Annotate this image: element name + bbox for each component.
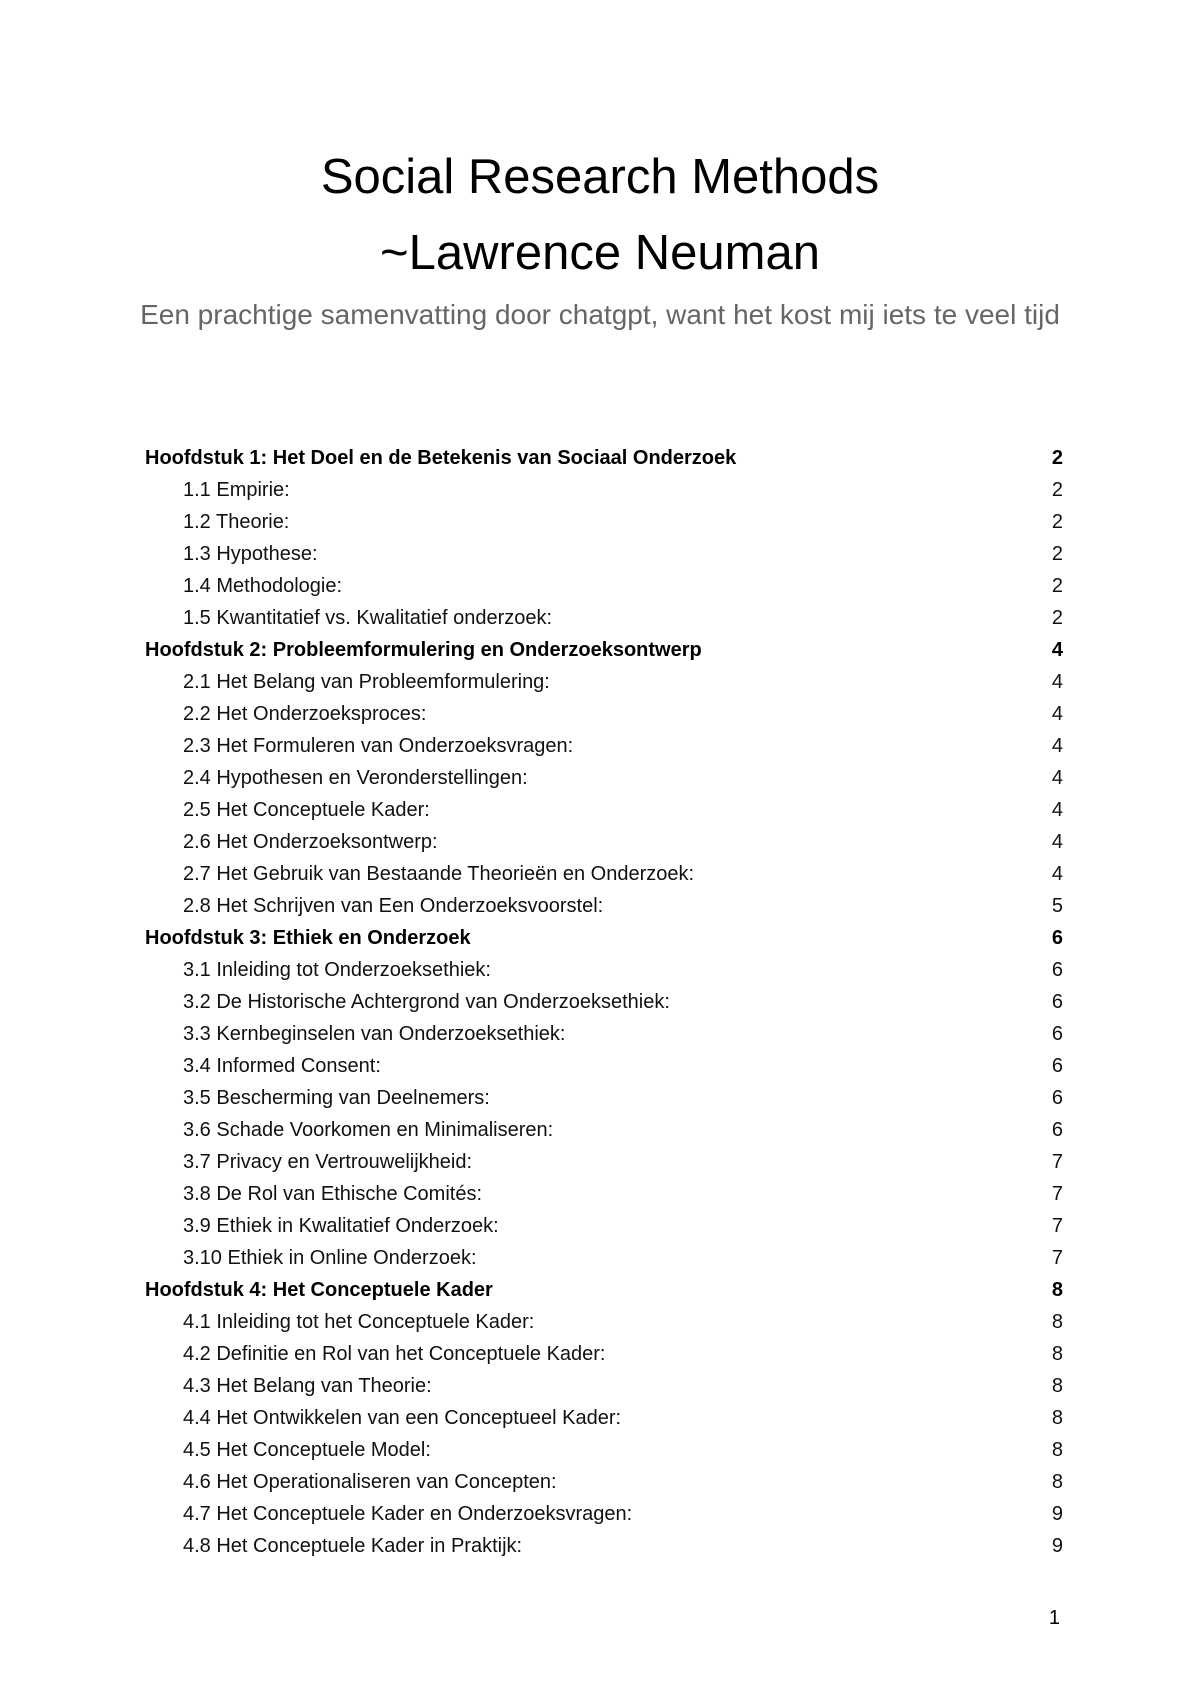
toc-section-entry[interactable]	[145, 986, 1063, 1018]
toc-section-entry[interactable]	[145, 698, 1063, 730]
document-title: Social Research Methods	[320, 150, 880, 204]
toc-chapter-entry[interactable]	[145, 442, 1063, 474]
toc-entry-label[interactable]: 2.8 Het Schrijven van Een Onderzoeksvoorstel:	[183, 895, 604, 917]
toc-entry-label[interactable]: 3.3 Kernbeginselen van Onderzoeksethiek:	[183, 1023, 566, 1045]
toc-entry-page[interactable]: 7	[1051, 1215, 1063, 1237]
toc-section-entry[interactable]	[145, 1146, 1063, 1178]
toc-chapter-entry[interactable]	[145, 1274, 1063, 1306]
toc-entry-page[interactable]: 6	[1051, 1087, 1063, 1109]
toc-entry-label[interactable]: 4.1 Inleiding tot het Conceptuele Kader:	[183, 1311, 535, 1333]
toc-entry-page[interactable]: 2	[1051, 575, 1063, 597]
toc-entry-page[interactable]: 7	[1051, 1183, 1063, 1205]
toc-entry-label[interactable]: 4.7 Het Conceptuele Kader en Onderzoeksvragen:	[183, 1503, 633, 1525]
toc-section-entry[interactable]	[145, 1242, 1063, 1274]
toc-entry-label[interactable]: 3.4 Informed Consent:	[183, 1055, 381, 1077]
toc-entry-page[interactable]: 2	[1051, 511, 1063, 533]
toc-entry-label[interactable]: 4.4 Het Ontwikkelen van een Conceptueel Kader:	[183, 1407, 622, 1429]
toc-entry-label[interactable]: 2.1 Het Belang van Probleemformulering:	[183, 671, 550, 693]
toc-entry-page[interactable]: 6	[1051, 927, 1063, 949]
toc-section-entry[interactable]	[145, 1402, 1063, 1434]
toc-entry-page[interactable]: 7	[1051, 1151, 1063, 1173]
toc-section-entry[interactable]	[145, 730, 1063, 762]
toc-section-entry[interactable]	[145, 1338, 1063, 1370]
document-author: ~Lawrence Neuman	[380, 226, 820, 280]
toc-section-entry[interactable]	[145, 1178, 1063, 1210]
toc-section-entry[interactable]	[145, 858, 1063, 890]
toc-entry-page[interactable]: 2	[1051, 447, 1063, 469]
toc-entry-page[interactable]: 8	[1051, 1439, 1063, 1461]
toc-entry-label[interactable]: 2.6 Het Onderzoeksontwerp:	[183, 831, 438, 853]
toc-entry-page[interactable]: 4	[1051, 671, 1063, 693]
toc-section-entry[interactable]	[145, 890, 1063, 922]
toc-section-entry[interactable]	[145, 1018, 1063, 1050]
toc-section-entry[interactable]	[145, 1530, 1063, 1562]
toc-entry-label[interactable]: 3.10 Ethiek in Online Onderzoek:	[183, 1247, 477, 1269]
toc-entry-label[interactable]: 3.8 De Rol van Ethische Comités:	[183, 1183, 483, 1205]
toc-entry-page[interactable]: 8	[1051, 1279, 1063, 1301]
toc-section-entry[interactable]	[145, 1466, 1063, 1498]
toc-entry-page[interactable]: 2	[1051, 479, 1063, 501]
toc-entry-page[interactable]: 6	[1051, 959, 1063, 981]
toc-entry-page[interactable]: 8	[1051, 1471, 1063, 1493]
toc-entry-label[interactable]: 1.5 Kwantitatief vs. Kwalitatief onderzoek:	[183, 607, 553, 629]
toc-section-entry[interactable]	[145, 794, 1063, 826]
toc-section-entry[interactable]	[145, 1498, 1063, 1530]
toc-entry-page[interactable]: 2	[1051, 607, 1063, 629]
document-subtitle: Een prachtige samenvatting door chatgpt, want het kost mij iets te veel tijd	[140, 299, 1060, 330]
toc-entry-label[interactable]: 1.1 Empirie:	[183, 479, 290, 501]
toc-entry-page[interactable]: 6	[1051, 1119, 1063, 1141]
toc-entry-page[interactable]: 6	[1051, 991, 1063, 1013]
toc-entry-label[interactable]: 4.6 Het Operationaliseren van Concepten:	[183, 1471, 557, 1493]
toc-entry-page[interactable]: 9	[1051, 1535, 1063, 1557]
toc-entry-page[interactable]: 8	[1051, 1343, 1063, 1365]
toc-section-entry[interactable]	[145, 1210, 1063, 1242]
toc-entry-label[interactable]: 3.2 De Historische Achtergrond van Onderzoeksethiek:	[183, 991, 670, 1013]
toc-section-entry[interactable]	[145, 826, 1063, 858]
toc-entry-label[interactable]: 3.7 Privacy en Vertrouwelijkheid:	[183, 1151, 473, 1173]
toc-entry-label[interactable]: 4.2 Definitie en Rol van het Conceptuele Kader:	[183, 1343, 606, 1365]
toc-entry-label[interactable]: 1.3 Hypothese:	[183, 543, 318, 565]
toc-entry-label[interactable]: Hoofdstuk 2: Probleemformulering en Onderzoeksontwerp	[145, 639, 702, 661]
toc-entry-page[interactable]: 8	[1051, 1407, 1063, 1429]
toc-entry-page[interactable]: 8	[1051, 1311, 1063, 1333]
toc-entry-label[interactable]: 4.3 Het Belang van Theorie:	[183, 1375, 432, 1397]
toc-entry-page[interactable]: 9	[1051, 1503, 1063, 1525]
toc-entry-label[interactable]: 4.8 Het Conceptuele Kader in Praktijk:	[183, 1535, 523, 1557]
toc-section-entry[interactable]	[145, 538, 1063, 570]
toc-entry-page[interactable]: 8	[1051, 1375, 1063, 1397]
toc-entry-page[interactable]: 4	[1051, 735, 1063, 757]
toc-section-entry[interactable]	[145, 1370, 1063, 1402]
toc-entry-page[interactable]: 4	[1051, 799, 1063, 821]
toc-entry-page[interactable]: 2	[1051, 543, 1063, 565]
toc-section-entry[interactable]	[145, 1082, 1063, 1114]
toc-entry-label[interactable]: Hoofdstuk 1: Het Doel en de Betekenis van Sociaal Onderzoek	[145, 447, 737, 469]
toc-entry-page[interactable]: 4	[1051, 703, 1063, 725]
toc-entry-label[interactable]: 1.2 Theorie:	[183, 511, 290, 533]
toc-entry-label[interactable]: 3.1 Inleiding tot Onderzoeksethiek:	[183, 959, 491, 981]
toc-entry-page[interactable]: 6	[1051, 1023, 1063, 1045]
toc-entry-label[interactable]: 2.5 Het Conceptuele Kader:	[183, 799, 430, 821]
toc-entry-page[interactable]: 4	[1051, 639, 1063, 661]
toc-entry-page[interactable]: 4	[1051, 767, 1063, 789]
toc-entry-page[interactable]: 6	[1051, 1055, 1063, 1077]
toc-entry-label[interactable]: 3.9 Ethiek in Kwalitatief Onderzoek:	[183, 1215, 499, 1237]
toc-entry-label[interactable]: 2.2 Het Onderzoeksproces:	[183, 703, 427, 725]
toc-entry-label[interactable]: 3.5 Bescherming van Deelnemers:	[183, 1087, 490, 1109]
toc-section-entry[interactable]	[145, 474, 1063, 506]
toc-section-entry[interactable]	[145, 1306, 1063, 1338]
toc-entry-page[interactable]: 5	[1051, 895, 1063, 917]
toc-entry-page[interactable]: 4	[1051, 863, 1063, 885]
table-of-contents	[145, 442, 1063, 1562]
toc-section-entry[interactable]	[145, 506, 1063, 538]
toc-entry-label[interactable]: 3.6 Schade Voorkomen en Minimaliseren:	[183, 1119, 554, 1141]
toc-entry-page[interactable]: 4	[1051, 831, 1063, 853]
toc-section-entry[interactable]	[145, 666, 1063, 698]
toc-entry-label[interactable]: 2.4 Hypothesen en Veronderstellingen:	[183, 767, 528, 789]
toc-chapter-entry[interactable]	[145, 922, 1063, 954]
toc-section-entry[interactable]	[145, 1114, 1063, 1146]
toc-section-entry[interactable]	[145, 1050, 1063, 1082]
toc-chapter-entry[interactable]	[145, 634, 1063, 666]
toc-section-entry[interactable]	[145, 954, 1063, 986]
toc-entry-label[interactable]: Hoofdstuk 3: Ethiek en Onderzoek	[145, 927, 471, 949]
toc-section-entry[interactable]	[145, 570, 1063, 602]
toc-section-entry[interactable]	[145, 1434, 1063, 1466]
page-number: 1	[1048, 1607, 1060, 1629]
toc-section-entry[interactable]	[145, 602, 1063, 634]
toc-entry-label[interactable]: 1.4 Methodologie:	[183, 575, 343, 597]
toc-entry-label[interactable]: 2.7 Het Gebruik van Bestaande Theorieën en Onderzoek:	[183, 863, 695, 885]
toc-entry-label[interactable]: 2.3 Het Formuleren van Onderzoeksvragen:	[183, 735, 574, 757]
toc-section-entry[interactable]	[145, 762, 1063, 794]
toc-entry-label[interactable]: Hoofdstuk 4: Het Conceptuele Kader	[145, 1279, 493, 1301]
toc-entry-page[interactable]: 7	[1051, 1247, 1063, 1269]
toc-entry-label[interactable]: 4.5 Het Conceptuele Model:	[183, 1439, 431, 1461]
